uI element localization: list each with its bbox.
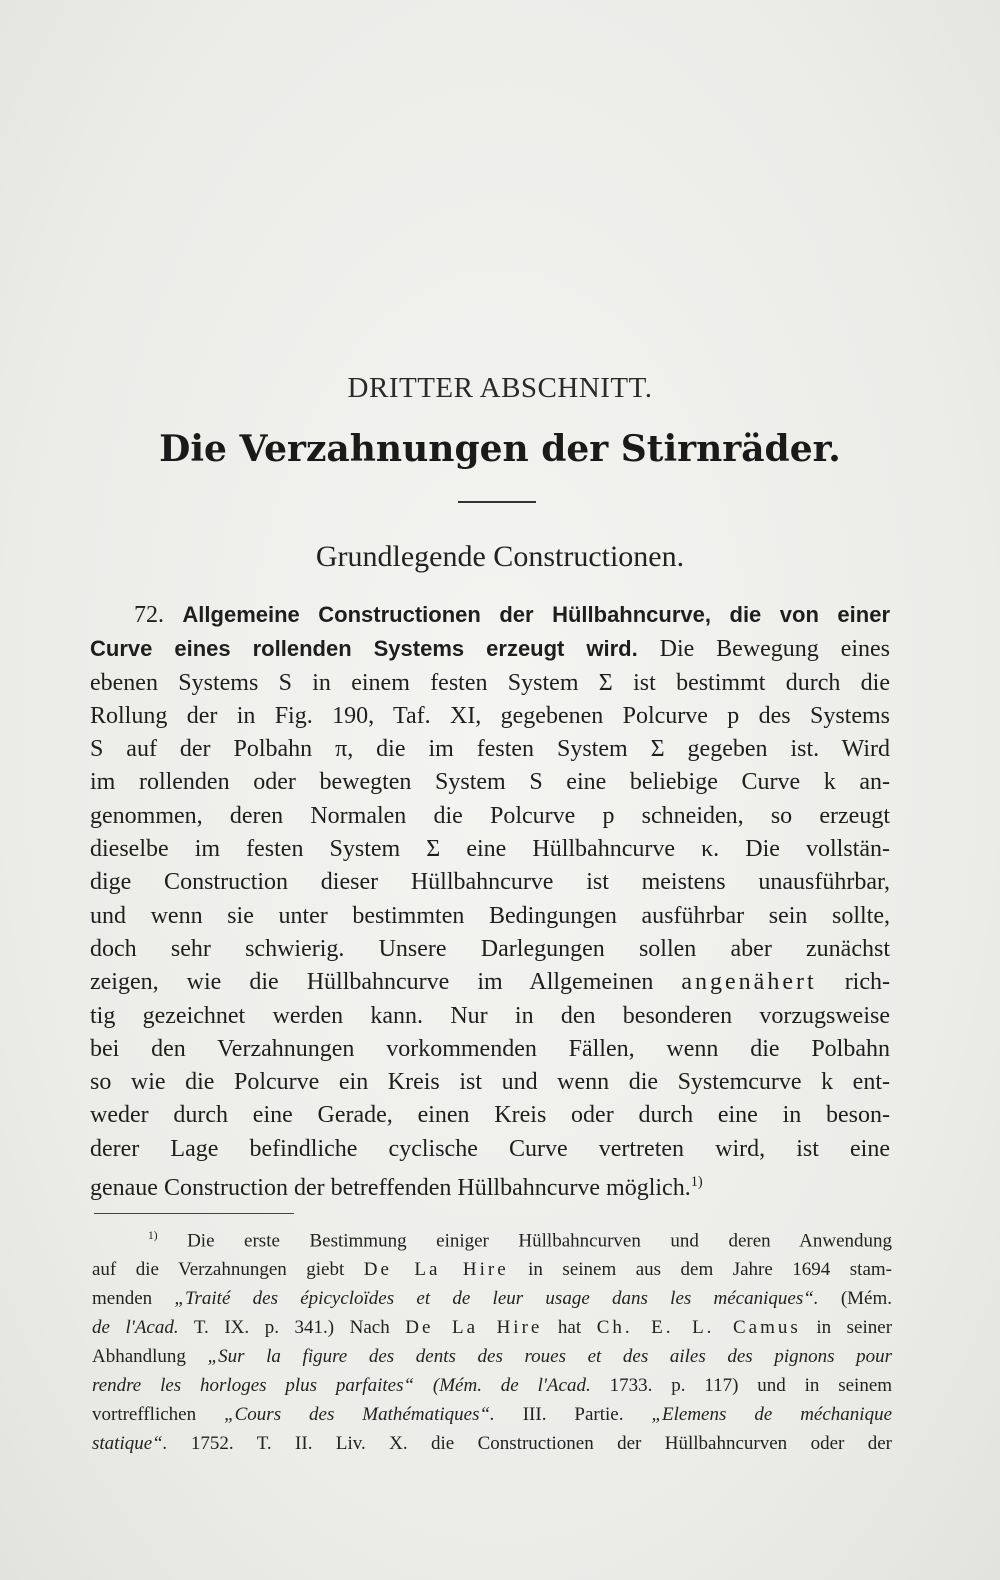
chapter-title: Die Verzahnungen der Stirnräder. [159,428,841,470]
paragraph-line: im rollenden oder bewegten System S eine beliebige Curve k an- [90,769,890,796]
paragraph-line: ebenen Systems S in einem festen System Σ ist bestimmt durch die [90,669,890,696]
author-name: De La Hire [363,1259,509,1281]
paragraph-line: dieselbe im festen System Σ eine Hüllbahncurve κ. Die vollstän- [90,836,890,863]
paragraph-line [90,1166,890,1205]
footnote-line [92,1255,892,1284]
section-label: DRITTER ABSCHNITT. [347,372,653,404]
footnote-text: in seinem aus dem Jahre 1694 stam- [528,1259,892,1281]
paragraph-line: so wie die Polcurve ein Kreis ist und wenn die Systemcurve k ent- [90,1069,890,1096]
paragraph-line: bei den Verzahnungen vorkommenden Fällen, wenn die Polbahn [90,1035,890,1062]
footnote-line [92,1222,892,1255]
footnote-text: vortrefflichen [92,1404,197,1426]
footnote-text: in seiner [816,1317,893,1339]
paragraph-number: 72. [134,602,164,628]
paragraph-line: genommen, deren Normalen die Polcurve p schneiden, so erzeugt [90,802,890,829]
author-name: De La Hire [405,1317,543,1339]
footnote-divider [94,1213,294,1214]
emphasized-word: angenähert [681,969,817,996]
footnote-marker: 1) [148,1230,158,1242]
paragraph-line: doch sehr schwierig. Unsere Darlegungen sollen aber zunächst [90,935,890,962]
footnote-reference[interactable]: 1) [690,1174,703,1191]
source-title: de l'Acad. [92,1317,179,1339]
footnote-line [92,1371,892,1400]
paragraph-text: genaue Construction der betreffenden Hüllbahncurve möglich. [90,1175,691,1202]
paragraph-line: und wenn sie unter bestimmten Bedingungen ausführbar sein sollte, [90,902,890,929]
footnote-text: (Mém. [840,1288,892,1310]
paragraph-line: derer Lage befindliche cyclische Curve vertreten wird, ist eine [90,1135,890,1162]
footnote-text: Abhandlung [92,1346,186,1368]
footnote-line [92,1429,892,1458]
footnote-line [92,1342,892,1371]
paragraph-line [90,598,890,632]
paragraph-line: weder durch eine Gerade, einen Kreis oder durch eine in beson- [90,1102,890,1129]
paragraph-line: Rollung der in Fig. 190, Taf. XI, gegebenen Polcurve p des Systems [90,702,890,729]
footnote-text: Die erste Bestimmung einiger Hüllbahncurven und deren Anwendung [187,1230,893,1252]
footnote-text: 1733. p. 117) und in seinem [609,1375,893,1397]
paragraph-text: Die Bewegung eines [659,636,890,663]
paragraph-line [90,966,890,999]
work-title: statique“. [92,1433,168,1455]
paragraph-line [90,632,890,666]
footnote [92,1222,892,1458]
work-title: „Cours des Mathématiques“. [224,1404,495,1426]
paragraph-text: rich- [844,969,890,996]
footnote-text: auf die Verzahnungen giebt [92,1259,345,1281]
work-title: „Sur la figure des dents des roues et des ailes des pignons pour [207,1346,893,1368]
footnote-text: menden [92,1288,153,1310]
footnote-line [92,1313,892,1342]
work-title: rendre les horloges plus parfaites“ [92,1375,415,1397]
title-divider [458,501,536,503]
footnote-line [92,1400,892,1429]
paragraph-line: tig gezeichnet werden kann. Nur in den besonderen vorzugsweise [90,1002,890,1029]
work-title: „Traité des épicycloïdes et de leur usage dans les mécaniques“. [174,1288,819,1310]
subsection-title: Grundlegende Constructionen. [315,540,685,573]
footnote-text: hat [557,1317,582,1339]
source-title: (Mém. de l'Acad. [432,1375,591,1397]
paragraph-line: S auf der Polbahn π, die im festen System Σ gegeben ist. Wird [90,736,890,763]
paragraph-72 [90,598,890,1205]
work-title: „Elemens de méchanique [651,1404,892,1426]
footnote-text: 1752. T. II. Liv. X. die Constructionen der Hüllbahncurven oder der [190,1433,893,1455]
footnote-text: III. Partie. [522,1404,624,1426]
footnote-text: T. IX. p. 341.) Nach [193,1317,390,1339]
paragraph-heading: Allgemeine Constructionen der Hüllbahncurve, die von einer [182,602,891,627]
paragraph-heading: Curve eines rollenden Systems erzeugt wird. [90,636,638,662]
footnote-line [92,1284,892,1313]
paragraph-line: dige Construction dieser Hüllbahncurve ist meistens unausführbar, [90,869,890,896]
author-name: Ch. E. L. Camus [596,1317,801,1339]
paragraph-text: zeigen, wie die Hüllbahncurve im Allgemeinen [90,969,654,996]
